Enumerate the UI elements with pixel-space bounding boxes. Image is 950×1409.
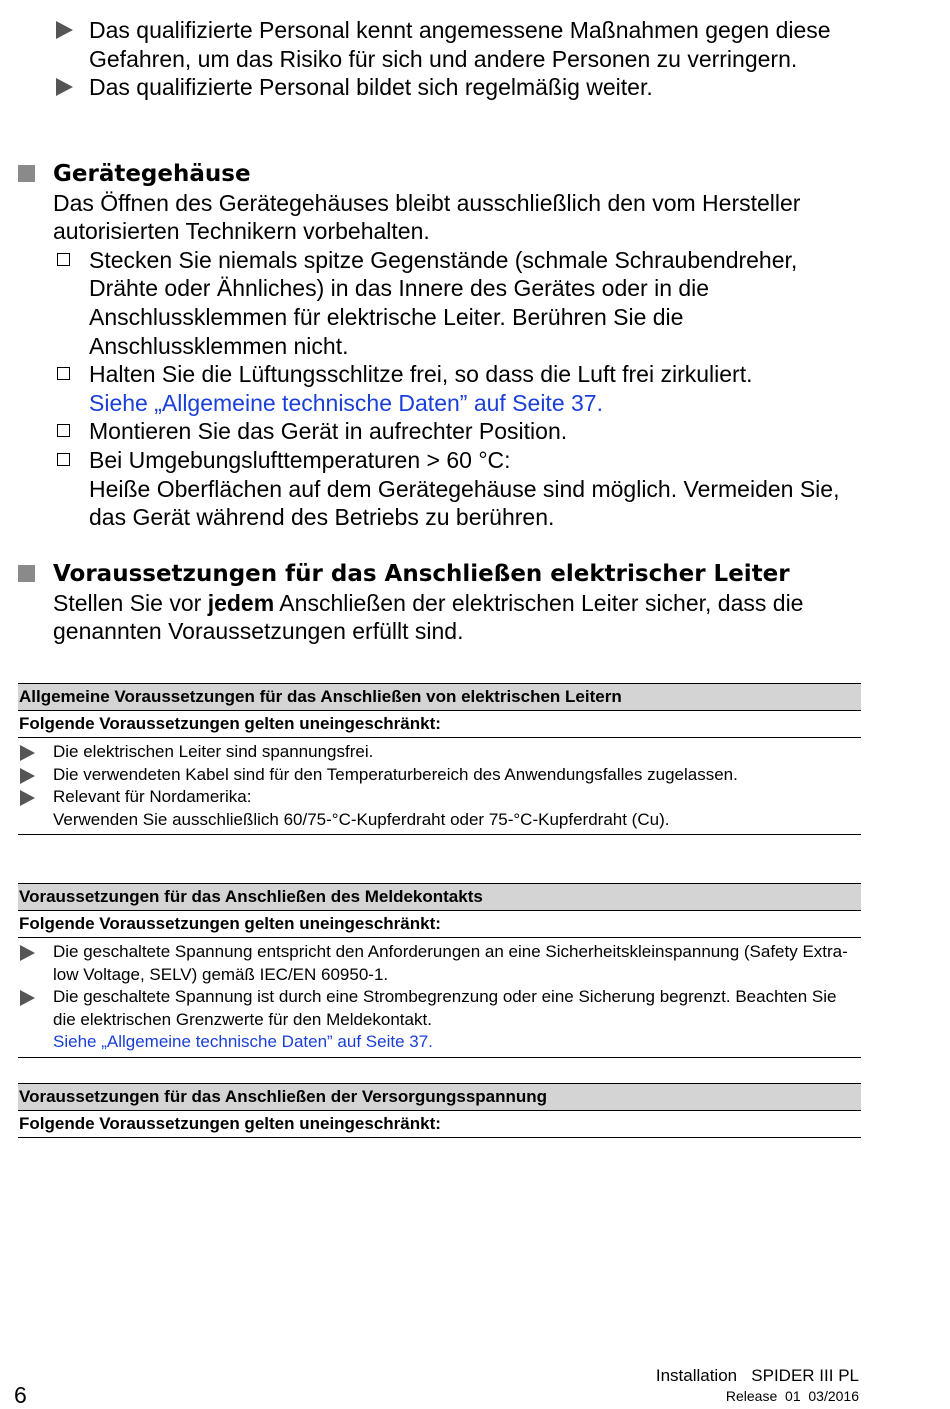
table-row: [18, 786, 861, 831]
intro-emphasis: jedem: [207, 589, 275, 616]
triangle-bullet-icon: [20, 745, 35, 761]
table-row: [18, 941, 861, 986]
row-text: Die geschaltete Spannung ist durch eine Strombegrenzung oder eine Sicherung begrenzt. Beachten Sie die elektrischen Grenzwerte für den Meldekontakt.: [53, 987, 837, 1029]
triangle-bullet-icon: [20, 945, 35, 961]
intro-text: Anschließen der elektrischen Leiter sicher, dass die genannten Voraussetzungen erfüllt sind.: [53, 589, 804, 645]
requirements-table-supply-voltage: [18, 1083, 861, 1138]
table-body: [18, 938, 861, 1058]
table-row: [18, 741, 861, 764]
document-title: Installation SPIDER III PL: [655, 1366, 859, 1385]
release-info: Release 01 03/2016: [725, 1388, 859, 1404]
list-item: [18, 446, 863, 532]
triangle-bullet-icon: [20, 990, 35, 1006]
table-header: Allgemeine Voraussetzungen für das Anschließen von elektrischen Leitern: [18, 683, 861, 711]
list-item: [18, 246, 863, 360]
section-heading: [18, 159, 863, 189]
table-header: Voraussetzungen für das Anschließen der Versorgungsspannung: [18, 1083, 861, 1111]
bullet-text: Das qualifizierte Personal bildet sich regelmäßig weiter.: [89, 74, 653, 101]
list-item: [18, 417, 863, 446]
checkbox-bullet-icon: [57, 424, 70, 437]
bullet-text: Das qualifizierte Personal kennt angemessene Maßnahmen gegen diese Gefahren, um das Risiko für sich und andere Personen zu verringern.: [89, 17, 831, 72]
table-subheader: Folgende Voraussetzungen gelten uneingeschränkt:: [18, 1111, 861, 1138]
checkbox-bullet-icon: [57, 253, 70, 266]
item-text: Heiße Oberflächen auf dem Gerätegehäuse sind möglich. Vermeiden Sie, das Gerät während des Betriebs zu berühren.: [89, 475, 840, 531]
triangle-bullet-icon: [56, 78, 73, 96]
item-text: Halten Sie die Lüftungsschlitze frei, so dass die Luft frei zirkuliert.: [89, 361, 753, 388]
page-number: 6: [14, 1382, 27, 1408]
section-intro: [18, 589, 863, 646]
table-row: [18, 764, 861, 787]
item-text: Bei Umgebungslufttemperaturen > 60 °C:: [89, 446, 511, 473]
item-text: Stecken Sie niemals spitze Gegenstände (schmale Schraubendreher, Drähte oder Ähnliches) in das Innere des Gerätes oder in die Anschlussklemmen für elektrische Leiter. Berühren Sie die Anschlussklemmen nicht.: [89, 246, 798, 359]
square-bullet-icon: [18, 165, 35, 182]
table-subheader: Folgende Voraussetzungen gelten uneingeschränkt:: [18, 911, 861, 938]
list-item: [18, 73, 863, 102]
requirements-table-signal-contact: [18, 883, 861, 1058]
row-text: Die verwendeten Kabel sind für den Temperaturbereich des Anwendungsfalles zugelassen.: [53, 764, 738, 784]
row-text: Die elektrischen Leiter sind spannungsfrei.: [53, 742, 374, 761]
list-item: [18, 16, 863, 73]
conditions-section: [18, 559, 863, 646]
housing-section: [18, 159, 863, 532]
table-subheader: Folgende Voraussetzungen gelten uneingeschränkt:: [18, 711, 861, 738]
square-bullet-icon: [18, 565, 35, 582]
checkbox-bullet-icon: [57, 453, 70, 466]
cross-reference-link[interactable]: Siehe „Allgemeine technische Daten” auf Seite 37.: [53, 1032, 433, 1052]
table-header: Voraussetzungen für das Anschließen des Meldekontakts: [18, 883, 861, 911]
section-title: Gerätegehäuse: [53, 161, 251, 187]
section-intro: Das Öffnen des Gerätegehäuses bleibt ausschließlich den vom Hersteller autorisierten Technikern vorbehalten.: [53, 189, 801, 245]
table-body: [18, 738, 861, 835]
row-text: Die geschaltete Spannung entspricht den Anforderungen an eine Sicherheitskleinspannung (Safety Extra-low Voltage, SELV) gemäß IEC/EN 60950-1.: [53, 942, 848, 984]
top-bullet-list: [18, 16, 863, 102]
section-title: Voraussetzungen für das Anschließen elektrischer Leiter: [53, 561, 790, 587]
row-text: Relevant für Nordamerika:: [53, 787, 252, 807]
triangle-bullet-icon: [20, 790, 35, 806]
requirements-table-general: [18, 683, 861, 835]
list-item: [18, 360, 863, 417]
triangle-bullet-icon: [56, 21, 73, 39]
item-text: Montieren Sie das Gerät in aufrechter Position.: [89, 418, 568, 445]
checkbox-bullet-icon: [57, 367, 70, 380]
section-heading: [18, 559, 863, 589]
table-row: [18, 986, 861, 1054]
cross-reference-link[interactable]: Siehe „Allgemeine technische Daten” auf Seite 37.: [89, 389, 603, 416]
intro-text: Stellen Sie vor: [53, 589, 208, 616]
row-text: Verwenden Sie ausschließlich 60/75-°C-Kupferdraht oder 75-°C-Kupferdraht (Cu).: [53, 809, 670, 829]
triangle-bullet-icon: [20, 768, 35, 784]
